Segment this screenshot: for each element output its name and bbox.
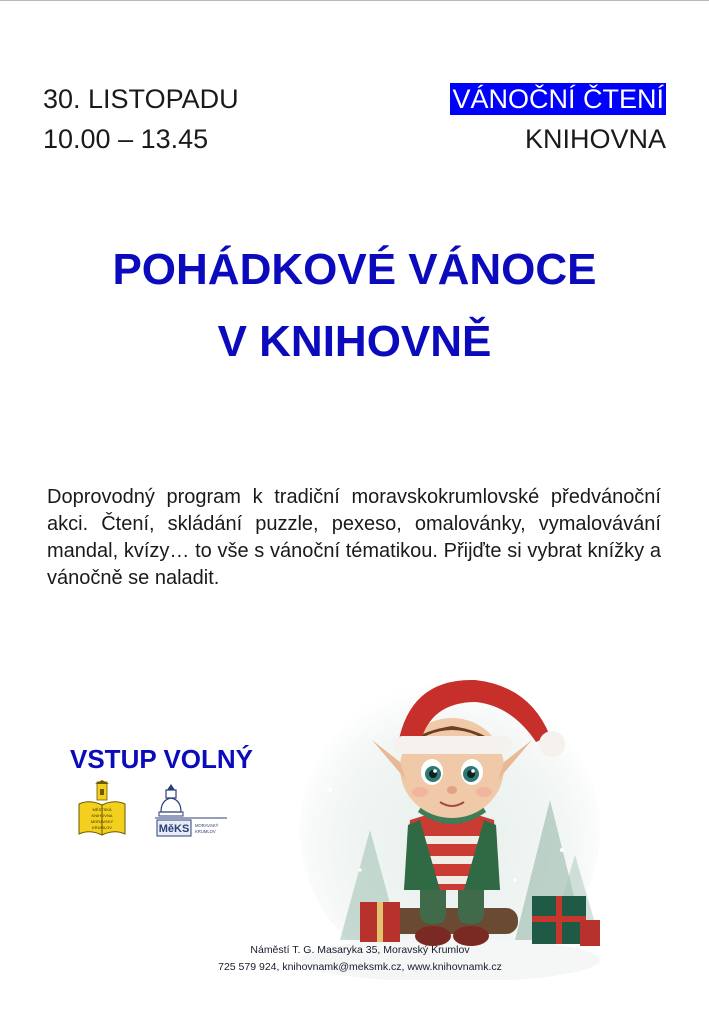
footer-contact: 725 579 924, knihovnamk@meksmk.cz, www.knihovnamk.cz xyxy=(218,961,502,973)
meks-logo-sub-2: KRUMLOV xyxy=(195,829,216,834)
meks-logo-sub-1: MORAVSKÝ xyxy=(195,823,219,828)
meks-logo-icon xyxy=(155,782,227,840)
main-title-line-2: V KNIHOVNĚ xyxy=(217,317,492,366)
library-logo-line-4: KRUMLOV xyxy=(92,825,112,830)
event-description: Doprovodný program k tradiční moravskokrumlovské předvánoční akci. Čtení, skládání puzzle, pexeso, omalovánky, vymalovávání mandal, kvízy… to vše s vánoční tématikou. Přijďte si vybrat knížky a vánočně se naladit. xyxy=(47,486,661,589)
event-place: KNIHOVNA xyxy=(524,124,666,154)
library-logo-icon xyxy=(77,780,127,838)
library-logo-line-2: KNIHOVNA xyxy=(91,813,113,818)
event-date: 30. LISTOPADU xyxy=(43,84,239,114)
main-title-line-1: POHÁDKOVÉ VÁNOCE xyxy=(112,245,597,294)
event-time: 10.00 – 13.45 xyxy=(43,124,209,154)
event-type-badge: VÁNOČNÍ ČTENÍ xyxy=(452,84,664,114)
christmas-elf-illustration xyxy=(300,640,600,980)
free-entry-label: VSTUP VOLNÝ xyxy=(70,744,254,774)
footer-address: Náměstí T. G. Masaryka 35, Moravský Krumlov xyxy=(250,944,470,956)
library-logo-line-3: MORAVSKÝ xyxy=(90,819,114,824)
meks-logo-name: MěKS xyxy=(158,823,190,835)
top-border-line xyxy=(0,0,709,1)
library-logo-line-1: MĚSTSKÁ xyxy=(92,807,112,812)
